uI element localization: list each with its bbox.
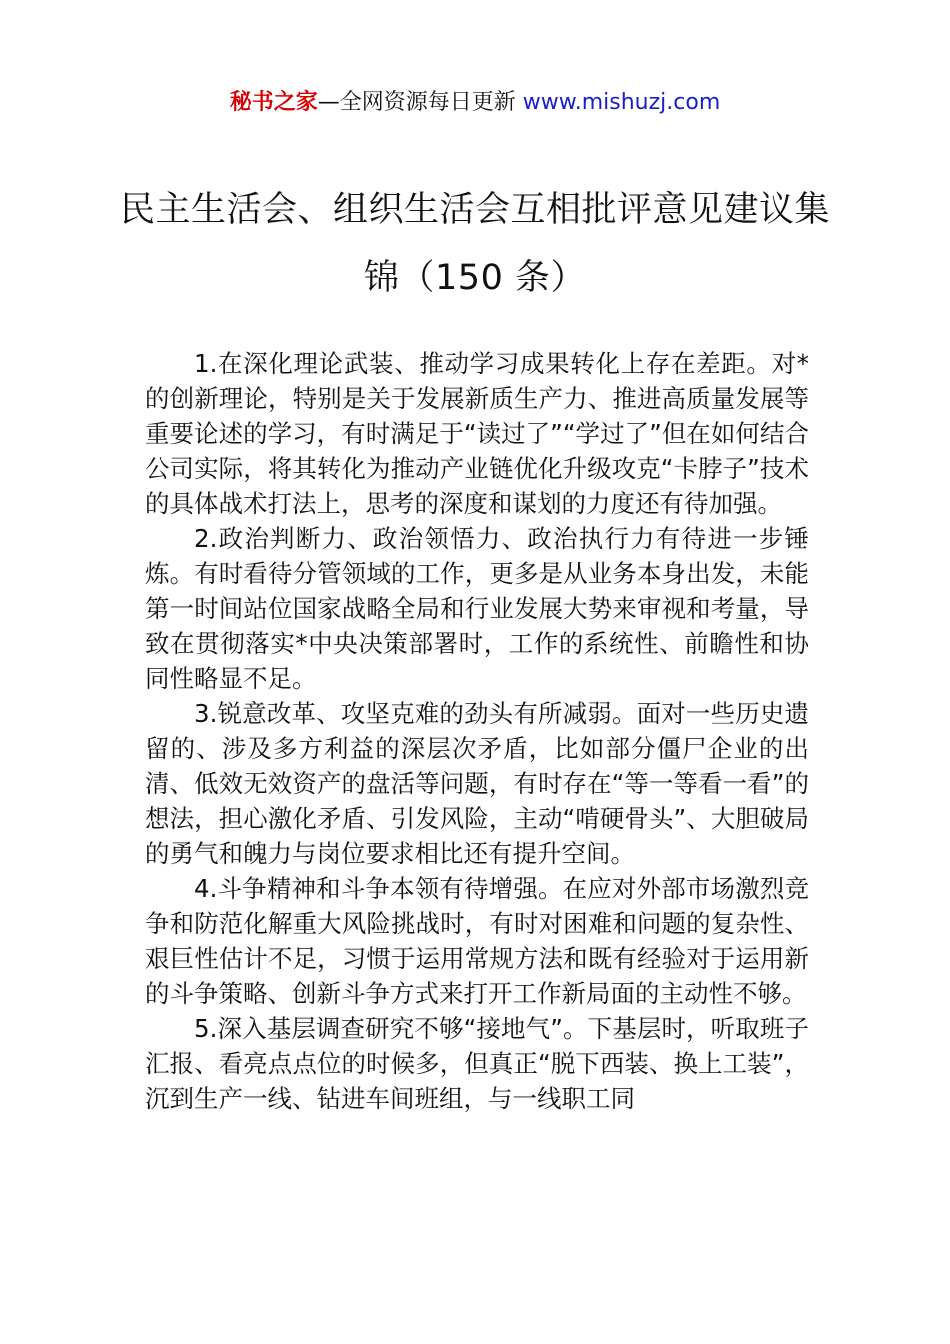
paragraph-3: 3.锐意改革、攻坚克难的劲头有所减弱。面对一些历史遗留的、涉及多方利益的深层次矛盾，比如部分僵尸企业的出清、低效无效资产的盘活等问题，有时存在“等一等看一看”的想法，担心激化矛盾、引发风险，主动“啃硬骨头”、大胆破局的勇气和魄力与岗位要求相比还有提升空间。 <box>145 699 809 868</box>
site-brand: 秘书之家 <box>229 90 318 115</box>
paragraph-2: 2.政治判断力、政治领悟力、政治执行力有待进一步锤炼。有时看待分管领域的工作，更多是从业务本身出发，未能第一时间站位国家战略全局和行业发展大势来审视和考量，导致在贯彻落实*中央决策部署时，工作的系统性、前瞻性和协同性略显不足。 <box>145 524 809 693</box>
paragraph-4: 4.斗争精神和斗争本领有待增强。在应对外部市场激烈竞争和防范化解重大风险挑战时，有时对困难和问题的复杂性、艰巨性估计不足，习惯于运用常规方法和既有经验对于运用新的斗争策略、创新斗争方式来打开工作新局面的主动性不够。 <box>145 874 809 1008</box>
site-url-link[interactable]: www.mishuzj.com <box>522 90 721 115</box>
paragraph-1: 1.在深化理论武装、推动学习成果转化上存在差距。对*的创新理论，特别是关于发展新质生产力、推进高质量发展等重要论述的学习，有时满足于“读过了”“学过了”但在如何结合公司实际，将其转化为推动产业链优化升级攻克“卡脖子”技术的具体战术打法上，思考的深度和谋划的力度还有待加强。 <box>145 349 809 518</box>
site-slogan: —全网资源每日更新 <box>317 90 523 115</box>
paragraph-5: 5.深入基层调查研究不够“接地气”。下基层时，听取班子汇报、看亮点点位的时候多，但真正“脱下西装、换上工装”，沉到生产一线、钻进车间班组，与一线职工同 <box>145 1014 809 1113</box>
document-title: 民主生活会、组织生活会互相批评意见建议集锦（150 条） <box>119 190 830 298</box>
document-body <box>145 346 809 1116</box>
site-header <box>0 88 950 118</box>
